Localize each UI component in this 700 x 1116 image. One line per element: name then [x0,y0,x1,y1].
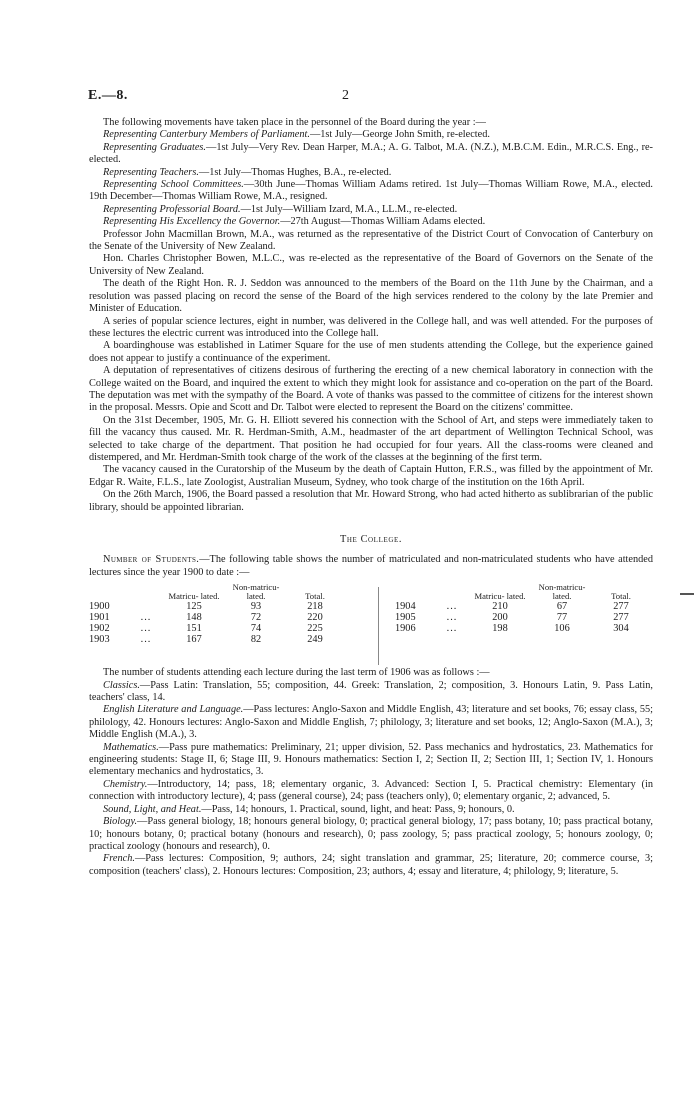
cell-total: 220 [307,612,323,624]
paragraph-deputation: A deputation of representatives of citizens desirous of furthering the erecting of a new chemical laboratory in connection with the College waited on the Board, and inquired the extent to which they might look for assistance and co-operation on the part of the Board. The deputation was met with the sympathy of the Board. A vote of thanks was passed to the committee of citizens for the interest shown in the proposal. Messrs. Opie and Scott and Dr. Talbot were elected to represent the Board on the citizens' committee. [89,365,653,414]
cell-year: 1903 [89,634,110,646]
lectures-french-text: —Pass lectures: Composition, 9; authors, 24; sight translation and grammar, 25; literature, 20; commerce course, 3; composition (teachers' class), 2. Honours lectures: Composition, 23; authors, 4; essay and literature, 4; philology, 9; literature, 5. [89,853,653,877]
cell-matric: 151 [186,623,202,635]
personnel-professorial-text: —1st July—William Izard, M.A., LL.M., re-elected. [240,203,458,215]
cell-year: 1904 [395,601,416,613]
personnel-graduates-text: —1st July—Very Rev. Dean Harper, M.A.; A. G. Talbot, M.A. (N.Z.), M.B.C.M. Edin., M.R.C.S. Eng., re-elected. [89,141,653,166]
paragraph-boardinghouse: A boardinghouse was established in Latimer Square for the use of men students attending the College, but the experience gained does not appear to justify a continuance of the experiment. [89,340,653,364]
personnel-school-committees-lead: Representing School Committees. [103,179,244,191]
col-dots [129,583,163,601]
cell-total: 277 [613,612,629,624]
personnel-intro: The following movements have taken place in the personnel of the Board during the year :— [103,117,486,128]
personnel-teachers [89,167,653,179]
cell-year: 1905 [395,612,416,624]
table-row [89,623,343,634]
cell-nonmatric: 106 [554,623,570,635]
col-matric: Matricu- lated. [168,591,220,602]
lectures-chemistry [89,779,653,804]
section-gap-2 [89,526,653,534]
table-row [395,623,649,634]
students-paragraph [89,554,653,579]
lectures-chemistry-text: —Introductory, 14; pass, 18; elementary organic, 3. Advanced: Section I, 5. Practical chemistry: Elementary (in connection with introductory lecture), 4; pass (general course), 24; pass (teachers only), 0; elementary organic, 2; advanced, 5. [89,778,653,803]
section-gap [89,514,653,526]
lectures-sound-lead: Sound, Light, and Heat. [103,803,202,815]
paragraph-convocation: Professor John Macmillan Brown, M.A., was returned as the representative of the District Court of Convocation of Canterbury on the Senate of the University of New Zealand. [89,228,653,253]
lectures-french [89,853,653,878]
paragraph-lectures-series: A series of popular science lectures, eight in number, was delivered in the College hall, and was well attended. For the purposes of these lectures the electric current was introduced into the College hall. [89,315,653,339]
cell-matric: 125 [186,601,202,613]
cell-total: 304 [613,623,629,635]
lectures-biology [89,816,653,853]
table-row [395,612,649,623]
lectures-classics [89,680,653,705]
cell-nonmatric: 77 [556,612,568,624]
cell-matric: 167 [186,634,202,646]
cell-matric: 200 [492,612,508,624]
lectures-chemistry-lead: Chemistry. [103,778,148,790]
paragraph-librarian: On the 26th March, 1906, the Board passed a resolution that Mr. Howard Strong, who had acted hitherto as sublibrarian of the public library, should be appointed librarian. [89,489,653,513]
students-lead: Number of Students. [103,554,200,566]
cell-nonmatric: 82 [250,634,262,646]
col-dots [435,583,469,601]
cell-dots: ... [446,623,458,635]
students-table-left [89,583,343,645]
table-row [89,601,343,612]
paragraph-school-of-art: On the 31st December, 1905, Mr. G. H. Elliott severed his connection with the School of Art, and steps were immediately taken to fill the vacancy thus caused. Mr. R. Herdman-Smith, A.M., headmaster of the art department of Wellington Technical School, was selected to take charge of the department. That position he had occupied for four years. All the class-rooms were cleaned and distempered, and Mr. Herdman-Smith took charge of the work of the classes at the beginning of the first term. [89,414,653,463]
paragraph-seddon: The death of the Right Hon. R. J. Seddon was announced to the members of the Board on the 11th June by the Chairman, and a resolution was passed placing on record the sense of the Board of the high services rendered to the colony by the late Premier and Minister of Education. [89,278,653,315]
cell-matric: 210 [492,601,508,613]
cell-dots: ... [140,634,152,646]
cell-year: 1906 [395,623,416,635]
document-body [89,117,653,878]
cell-nonmatric: 93 [250,601,262,613]
col-nonmatric: Non-matricu- lated. [538,582,586,602]
cell-dots: ... [446,612,458,624]
personnel-teachers-text: —1st July—Thomas Hughes, B.A., re-elected. [198,166,392,178]
personnel-professorial-lead: Representing Professorial Board. [103,203,241,215]
lectures-english-lead: English Literature and Language. [103,704,244,716]
cell-year: 1902 [89,623,110,635]
personnel-parliament-text: —1st July—George John Smith, re-elected. [309,129,490,141]
lectures-french-lead: French. [103,853,135,865]
cell-nonmatric: 72 [250,612,262,624]
cell-year: 1901 [89,612,110,624]
col-nonmatric: Non-matricu- lated. [232,582,280,602]
cell-matric: 198 [492,623,508,635]
cell-nonmatric: 67 [556,601,568,613]
personnel-parliament [89,129,653,141]
page-header [88,88,648,104]
scan-edge-mark [680,593,694,599]
cell-total: 218 [307,601,323,613]
section-title-gap [89,546,653,554]
lectures-mathematics-lead: Mathematics. [103,741,159,753]
table-row [89,612,343,623]
lectures-intro: The number of students attending each lecture during the last term of 1906 was as follows :— [103,667,490,679]
cell-year: 1900 [89,601,110,613]
cell-dots [129,601,163,612]
lectures-biology-lead: Biology. [103,816,138,828]
table-divider [378,587,379,665]
table-row [89,634,343,645]
table-header-row [395,583,649,601]
page-number: 2 [342,88,349,103]
lectures-english-text: —Pass lectures: Anglo-Saxon and Middle English, 43; literature and set books, 76; essay class, 55; philology, 42. Honours lectures: Anglo-Saxon and Middle English, 7; philology, 3; literature and set books, 12; Anglo-Saxon (M.A.), 3; Middle English (M.A.), 3. [89,704,653,741]
cell-total: 225 [307,623,323,635]
paragraph-museum: The vacancy caused in the Curatorship of the Museum by the death of Captain Hutton, F.R.S., was filled by the appointment of Mr. Edgar R. Waite, F.L.S., late Zoologist, Australian Museum, Sydney, who took charge of the institution on the 16th April. [89,464,653,488]
lectures-english [89,704,653,741]
personnel-graduates [89,142,653,167]
lectures-sound-text: —Pass, 14; honours, 1. Practical, sound, light, and heat: Pass, 9; honours, 0. [201,803,515,815]
section-title-college: The College. [339,534,403,545]
personnel-governor-lead: Representing His Excellency the Governor. [103,216,281,228]
cell-total: 249 [307,634,323,646]
cell-nonmatric: 74 [250,623,262,635]
col-total: Total. [305,591,325,602]
personnel-professorial [89,204,653,216]
cell-dots: ... [140,623,152,635]
lectures-mathematics-text: —Pass pure mathematics: Preliminary, 21; upper division, 52. Pass mechanics and hydrostatics, 23. Mathematics for engineering students: Stage II, 6; Stage III, 9. Honours mathematics: Section I, 2; Section II, 2; Section III, 1; Section IV, 1. Honours elementary mechanics and hydrostatics, 3. [89,741,653,778]
lectures-classics-lead: Classics. [103,679,140,691]
col-matric: Matricu- lated. [474,591,526,602]
table-row [395,601,649,612]
personnel-graduates-lead: Representing Graduates. [103,141,207,153]
col-year [395,583,435,601]
col-year [89,583,129,601]
personnel-school-committees-text: —30th June—Thomas William Adams retired. 1st July—Thomas William Rowe, M.A., elected. 19th December—Thomas William Rowe, M.A., resigned. [89,179,653,203]
personnel-governor-text: —27th August—Thomas William Adams elected. [280,216,486,228]
cell-dots: ... [140,612,152,624]
personnel-governor [89,216,653,228]
lectures-classics-text: —Pass Latin: Translation, 55; composition, 44. Greek: Translation, 2; composition, 3. Honours Latin, 9. Pass Latin, teachers' class, 14. [89,679,653,704]
cell-dots: ... [446,601,458,613]
students-table-right [395,583,649,634]
lectures-mathematics [89,742,653,779]
personnel-school-committees [89,179,653,204]
cell-total: 277 [613,601,629,613]
students-table [89,583,653,667]
personnel-teachers-lead: Representing Teachers. [103,166,199,178]
lectures-sound [89,804,653,816]
col-total: Total. [611,591,631,602]
personnel-parliament-lead: Representing Canterbury Members of Parliament. [103,129,310,141]
cell-matric: 148 [186,612,202,624]
lectures-biology-text: —Pass general biology, 18; honours general biology, 0; practical general biology, 17; pass botany, 10; pass practical botany, 10; honours botany, 0; practical botany (honours and research), 0; pass zoology, 5; pass practical zoology, 5; honours zoology, 0; practical zoology (honours and research), 0. [89,816,653,852]
students-text: —The following table shows the number of matriculated and non-matriculated students who have attended lectures since the year 1900 to date :— [89,554,653,578]
paragraph-bowen: Hon. Charles Christopher Bowen, M.L.C., was re-elected as the representative of the Board of Governors on the Senate of the University of New Zealand. [89,253,653,277]
report-reference: E.—8. [88,88,128,103]
table-header-row [89,583,343,601]
